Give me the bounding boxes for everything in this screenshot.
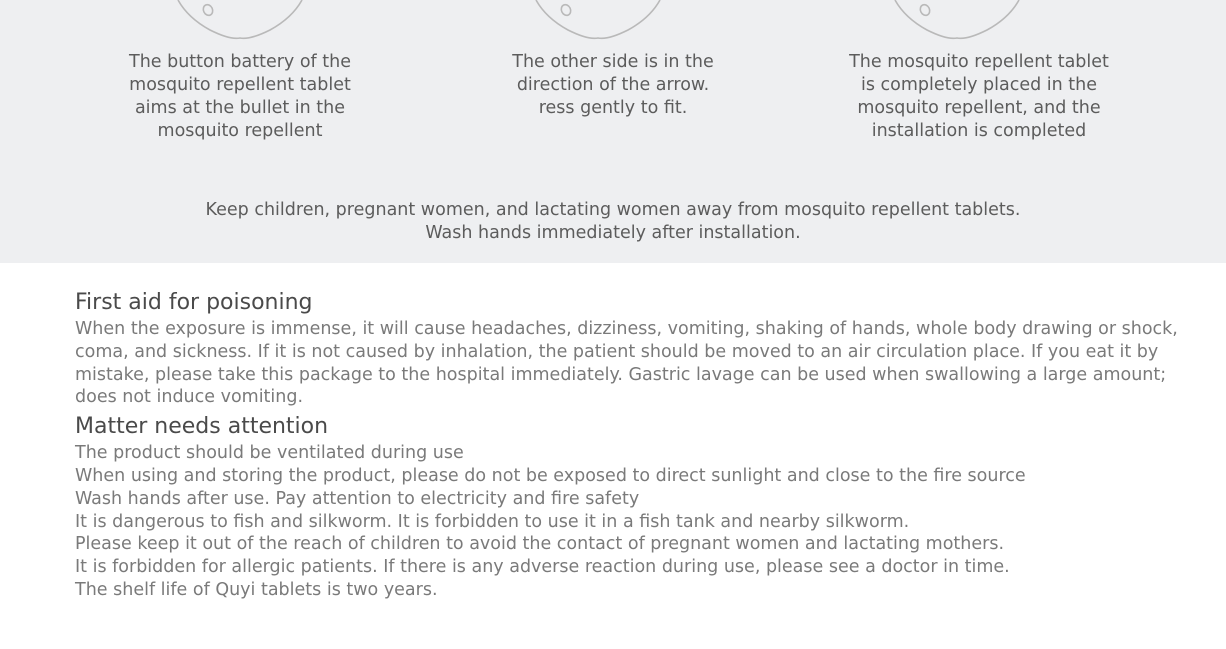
attention-item: Please keep it out of the reach of children to avoid the contact of pregnant women and lactating mothers. <box>75 534 1005 555</box>
installation-steps-panel <box>0 0 1226 263</box>
step-3-caption: The mosquito repellent tablet is completely placed in the mosquito repellent, and the installation is completed <box>849 52 1109 141</box>
repellent-device-illustration-1 <box>140 0 340 42</box>
step-2-caption: The other side is in the direction of the arrow. ress gently to fit. <box>512 52 714 118</box>
attention-item: When using and storing the product, please do not be exposed to direct sunlight and close to the fire source <box>75 465 1026 486</box>
first-aid-body: When the exposure is immense, it will cause headaches, dizziness, vomiting, shaking of hands, whole body drawing or shock, coma, and sickness. If it is not caused by inhalation, the patient should be moved to an air circulation place. If you eat it by mistake, please take this package to the hospital immediately. Gastric lavage can be used when swallowing a large amount; does not induce vomiting. <box>75 319 1178 408</box>
attention-item: The shelf life of Quyi tablets is two years. <box>75 579 438 600</box>
attention-item: Wash hands after use. Pay attention to electricity and fire safety <box>75 488 640 509</box>
first-aid-heading: First aid for poisoning <box>75 290 313 315</box>
step-1-caption: The button battery of the mosquito repellent tablet aims at the bullet in the mosquito repellent <box>129 52 351 141</box>
attention-item: The product should be ventilated during use <box>75 443 464 464</box>
attention-heading: Matter needs attention <box>75 414 329 440</box>
repellent-device-illustration-3 <box>857 0 1057 42</box>
attention-item: It is dangerous to fish and silkworm. It is forbidden to use it in a fish tank and nearby silkworm. <box>75 511 910 532</box>
attention-item: It is forbidden for allergic patients. If there is any adverse reaction during use, please see a doctor in time. <box>75 557 1010 578</box>
repellent-device-illustration-2 <box>498 0 698 42</box>
safety-warning: Keep children, pregnant women, and lactating women away from mosquito repellent tablets. Wash hands immediately after installation. <box>205 200 1021 243</box>
instructions-content <box>75 288 1185 602</box>
attention-list <box>75 442 1185 602</box>
